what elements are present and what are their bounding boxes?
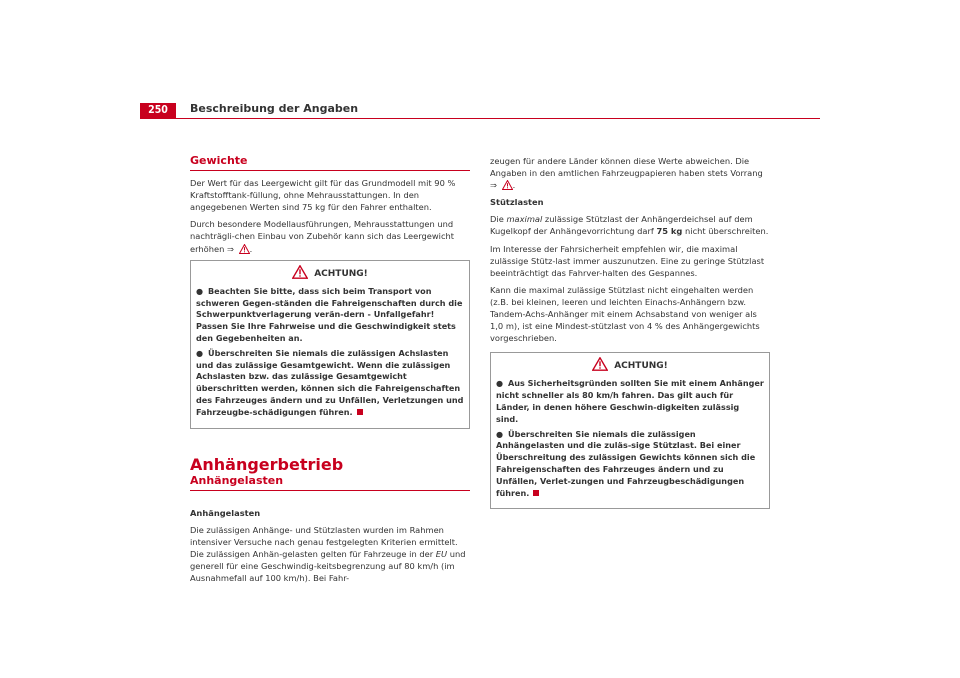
right-column — [490, 155, 770, 517]
continued-paragraph-end: . — [512, 180, 516, 191]
stuetzlasten-paragraph-1 — [490, 213, 770, 237]
bullet-icon: ● — [496, 428, 504, 439]
warning-item-text: Aus Sicherheitsgründen sollten Sie mit einem Anhänger nicht schneller als 80 km/h fahren. Das gilt auch für Länder, in denen höhere Geschwin-digkeiten zulässig sind. — [496, 378, 764, 424]
header-title: Beschreibung der Angaben — [190, 102, 359, 115]
section-heading-anhaengelasten: Anhängelasten — [190, 475, 470, 491]
chapter-heading: Anhängerbetrieb — [190, 454, 344, 474]
bullet-icon: ● — [196, 347, 204, 358]
warning-item — [496, 378, 764, 425]
warning-triangle-icon — [292, 265, 308, 279]
warning-box-anhaenger — [490, 352, 770, 509]
anhaengelasten-paragraph — [190, 524, 470, 584]
stuetzlasten-paragraph-3: Kann die maximal zulässige Stützlast nicht eingehalten werden (z.B. bei kleinen, leeren und leichten Einachs-Anhängern bzw. Tandem-Achs-Anhänger mit einem Achsabstand von weniger als 1,0 m), ist eine Mindest-stützlast von 4 % des Anhängergewichts vorgeschrieben. — [490, 284, 760, 344]
stuetzlasten-text-a: Die — [490, 214, 507, 225]
warning-item-text: Beachten Sie bitte, dass sich beim Transport von schweren Gegen-ständen die Fahreigenschaften durch die Schwerpunktverlagerung verän-dern - Unfallgefahr! Passen Sie Ihre Fahrweise und die Geschwindigkeit stets den Gegebenheiten an. — [196, 285, 463, 343]
gewichte-paragraph-2 — [190, 218, 470, 254]
warning-box-title-text: ACHTUNG! — [614, 361, 668, 372]
warning-item-text: Überschreiten Sie niemals die zulässigen Achslasten und das zulässige Gesamtgewicht. Wenn die zulässigen Achslasten bzw. das zulässige Gesamtgewicht überschritten werden, können sich die Fahreigenschaften des Fahrzeuges ändern und zu Unfällen, Verletzungen und Fahrzeugbe-schädigungen führen. — [196, 347, 464, 417]
warning-box-title — [496, 357, 764, 372]
section-heading-gewichte: Gewichte — [190, 155, 470, 171]
end-square-icon — [533, 490, 539, 496]
stuetzlasten-paragraph-2: Im Interesse der Fahrsicherheit empfehlen wir, die maximal zulässige Stütz-last immer auszunutzen. Eine zu geringe Stützlast beeinträchtigt das Fahrver-halten des Gespannes. — [490, 243, 765, 278]
page-number: 250 — [140, 103, 176, 118]
stuetzlasten-text-b: zulässige Stützlast der Anhängerdeichsel auf dem Kugelkopf der Anhängevorrichtung darf — [490, 214, 753, 237]
stuetzlasten-text-c: nicht überschreiten. — [682, 226, 769, 237]
warning-item — [196, 348, 464, 419]
warning-item — [496, 429, 764, 500]
warning-box-gewichte — [190, 260, 470, 429]
continued-paragraph-text: zeugen für andere Länder können diese Werte abweichen. Die Angaben in den amtlichen Fahrzeugpapieren haben stets Vorrang ⇒ — [490, 156, 763, 191]
eu-text: EU — [435, 548, 448, 559]
gewichte-paragraph-2-text: Durch besondere Modellausführungen, Mehrausstattungen und nachträgli-chen Einbau von Zubehör kann sich das Leergewicht erhöhen ⇒ — [190, 219, 455, 254]
gewichte-paragraph-2-end: . — [249, 243, 253, 254]
continued-paragraph — [490, 155, 770, 191]
bullet-icon: ● — [196, 285, 204, 296]
end-square-icon — [357, 409, 363, 415]
stuetzlast-value: 75 kg — [656, 226, 683, 237]
warning-item-text: Überschreiten Sie niemals die zulässigen Anhängelasten und die zuläs-sige Stützlast. Bei einer Überschreitung des zulässigen Gewichts können sich die Fahreigenschaften des Fahrzeuges ändern und zu Unfällen, Verlet-zungen und Fahrzeugbeschädigungen führen. — [496, 428, 756, 498]
warning-triangle-icon — [239, 244, 250, 254]
maximal-text: maximal — [506, 214, 543, 225]
warning-box-title-text: ACHTUNG! — [314, 268, 368, 279]
warning-item — [196, 286, 464, 345]
anhaengelasten-text-a: Die zulässigen Anhänge- und Stützlasten wurden im Rahmen intensiver Versuche nach genau festgelegten Kriterien ermittelt. Die zulässigen Anhän-gelasten gelten für Fahrzeuge in der — [190, 524, 458, 559]
warning-triangle-icon — [592, 357, 608, 371]
subheading-stuetzlasten: Stützlasten — [490, 197, 544, 208]
bullet-icon: ● — [496, 378, 504, 389]
warning-triangle-icon — [502, 180, 513, 190]
subheading-anhaengelasten: Anhängelasten — [190, 507, 261, 518]
anhaengelasten-text-b: und generell für eine Geschwindig-keitsbegrenzung auf 80 km/h (im Ausnahmefall auf 100 km/h). Bei Fahr- — [190, 548, 466, 584]
left-column — [190, 155, 470, 589]
warning-box-title — [196, 265, 464, 280]
header-rule — [140, 118, 820, 119]
gewichte-paragraph-1: Der Wert für das Leergewicht gilt für das Grundmodell mit 90 % Kraftstofftank-füllung, ohne Mehrausstattungen. In den angegebenen Werten sind 75 kg für den Fahrer enthalten. — [190, 178, 456, 213]
